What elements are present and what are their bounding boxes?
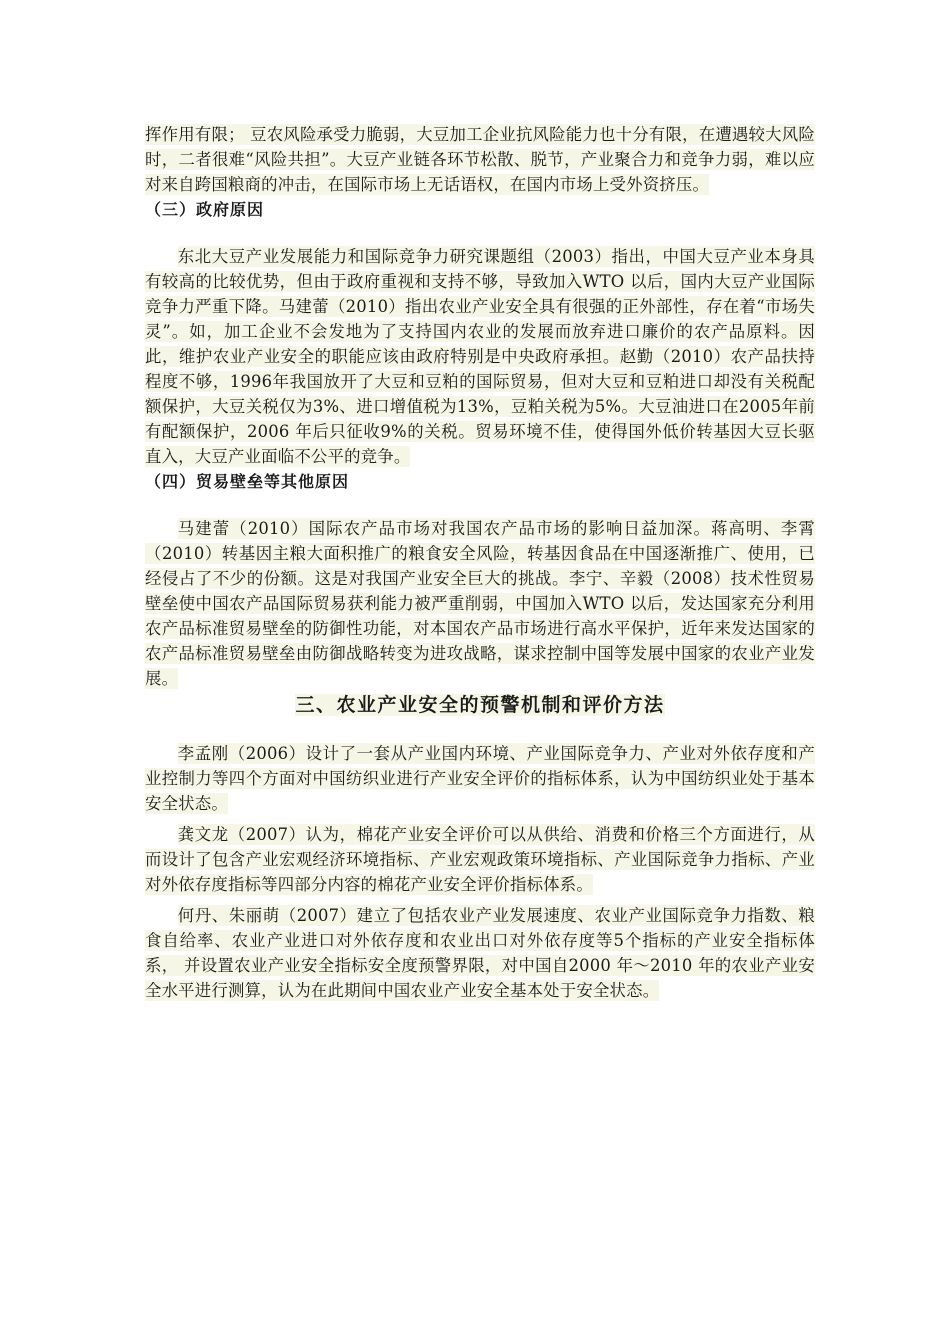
- he-dan-paragraph-text: 何丹、朱丽萌（2007）建立了包括农业产业发展速度、农业产业国际竞争力指数、粮食自给率、农业产业进口对外依存度和农业出口对外依存度等5个指标的产业安全指标体系， 并设置农业产业安全指标安全度预警界限，对中国自2000 年～2010 年的农业产业安全水平进行测算，认为在此期间中国农业产业安全基本处于安全状态。: [145, 906, 815, 1000]
- trade-paragraph: [145, 516, 815, 691]
- document-body: [145, 122, 815, 1003]
- government-paragraph: [145, 244, 815, 469]
- intro-paragraph: [145, 122, 815, 197]
- heading-government-reasons: （三）政府原因: [145, 200, 265, 219]
- li-menggang-paragraph-text: 李孟刚（2006）设计了一套从产业国内环境、产业国际竞争力、产业对外依存度和产业控制力等四个方面对中国纺织业进行产业安全评价的指标体系，认为中国纺织业处于基本安全状态。: [145, 744, 815, 813]
- trade-paragraph-text: 马建蕾（2010）国际农产品市场对我国农产品市场的影响日益加深。蒋高明、李霄（2010）转基因主粮大面积推广的粮食安全风险，转基因食品在中国逐渐推广、使用，已经侵占了不少的份额。这是对我国产业安全巨大的挑战。李宁、辛毅（2008）技术性贸易壁垒使中国农产品国际贸易获利能力被严重削弱，中国加入WTO 以后，发达国家充分利用农产品标准贸易壁垒的防御性功能，对本国农产品市场进行高水平保护，近年来发达国家的农产品标准贸易壁垒由防御战略转变为进攻战略，谋求控制中国等发展中国家的农业产业发展。: [145, 519, 815, 688]
- gong-wenlong-paragraph: [145, 822, 815, 897]
- he-dan-paragraph: [145, 903, 815, 1003]
- gong-wenlong-paragraph-text: 龚文龙（2007）认为，棉花产业安全评价可以从供给、消费和价格三个方面进行，从而设计了包含产业宏观经济环境指标、产业宏观政策环境指标、产业国际竞争力指标、产业对外依存度指标等四部分内容的棉花产业安全评价指标体系。: [145, 825, 815, 894]
- government-paragraph-text: 东北大豆产业发展能力和国际竞争力研究课题组（2003）指出，中国大豆产业本身具有较高的比较优势，但由于政府重视和支持不够，导致加入WTO 以后，国内大豆产业国际竞争力严重下降。马建蕾（2010）指出农业产业安全具有很强的正外部性，存在着“市场失灵”。如，加工企业不会发地为了支持国内农业的发展而放弃进口廉价的农产品原料。因此，维护农业产业安全的职能应该由政府特别是中央政府承担。赵勤（2010）农产品扶持程度不够，1996年我国放开了大豆和豆粕的国际贸易，但对大豆和豆粕进口却没有关税配额保护，大豆关税仅为3%、进口增值税为13%，豆粕关税为5%。大豆油进口在2005年前有配额保护，2006 年后只征收9%的关税。贸易环境不佳，使得国外低价转基因大豆长驱直入，大豆产业面临不公平的竞争。: [145, 247, 815, 466]
- section-heading-text: 三、农业产业安全的预警机制和评价方法: [295, 694, 665, 716]
- intro-paragraph-text: 挥作用有限； 豆农风险承受力脆弱，大豆加工企业抗风险能力也十分有限，在遭遇较大风险时，二者很难“风险共担”。大豆产业链各环节松散、脱节，产业聚合力和竞争力弱，难以应对来自跨国粮商的冲击，在国际市场上无话语权，在国内市场上受外资挤压。: [145, 125, 815, 194]
- section-heading-warning-mechanism: [145, 691, 815, 719]
- li-menggang-paragraph: [145, 741, 815, 816]
- heading-trade-barriers: （四）贸易壁垒等其他原因: [145, 472, 350, 491]
